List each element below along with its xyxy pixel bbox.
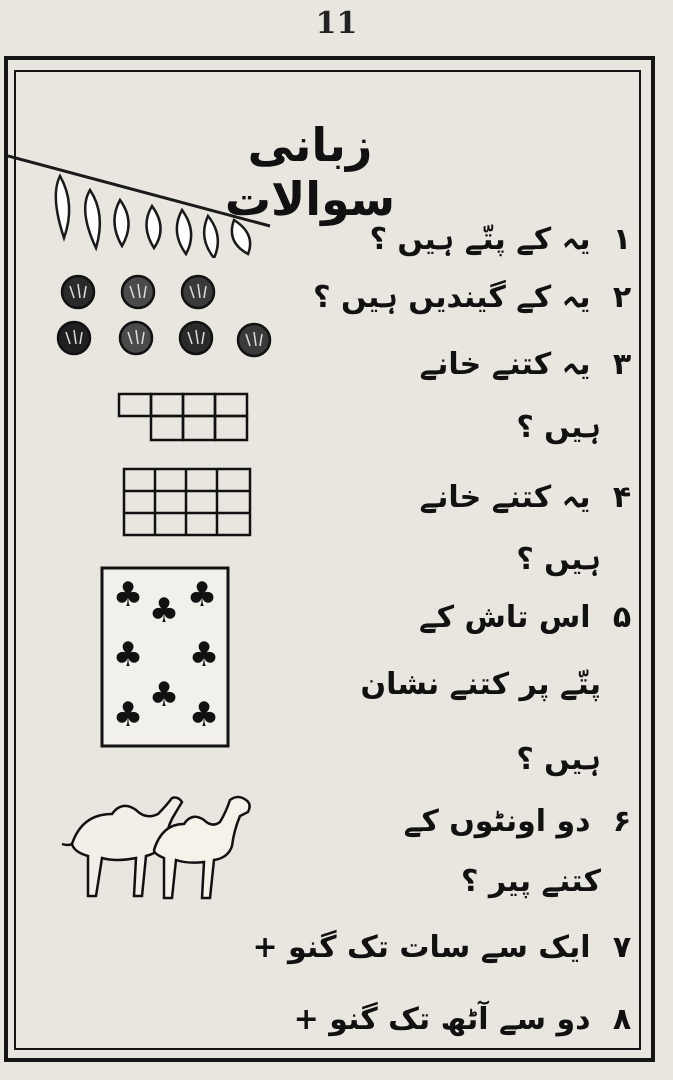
question-4 [420, 478, 643, 518]
question-text: ہیں ؟ [516, 742, 601, 777]
question-3 [420, 345, 643, 385]
question-text: کتنے پیر ؟ [461, 864, 601, 899]
question-text: دو سے آٹھ تک گنو + [293, 1002, 591, 1037]
grid-boxes-icon [116, 390, 250, 446]
club-icon: ♣ [112, 575, 144, 615]
question-5-continued-2 [516, 740, 601, 780]
question-text: ایک سے سات تک گنو + [252, 930, 591, 965]
question-number: ۴ [612, 480, 632, 515]
question-6-continued [461, 862, 601, 902]
ball-icon [122, 276, 154, 308]
camels-illustration [58, 784, 258, 914]
question-8 [294, 1000, 643, 1040]
question-number: ۶ [612, 804, 632, 839]
question-text: یہ کے گیندیں ہیں ؟ [313, 280, 591, 315]
ball-icon [238, 324, 270, 356]
page-number: 11 [315, 6, 358, 41]
ball-icon [62, 276, 94, 308]
question-text: دو اونٹوں کے [403, 804, 591, 839]
question-number: ۱ [612, 222, 632, 257]
playing-card-clubs-icon [100, 566, 230, 748]
question-7 [252, 928, 643, 968]
branch-with-leaves-icon [8, 148, 278, 258]
question-number: ۳ [612, 347, 632, 382]
club-icon: ♣ [112, 695, 144, 735]
question-text: پتّے پر کتنے نشان [360, 667, 601, 702]
grid-boxes-icon [120, 466, 254, 538]
question-text: یہ کے پتّے ہیں ؟ [369, 222, 591, 257]
club-icon: ♣ [188, 635, 220, 675]
question-2 [313, 278, 643, 318]
question-number: ۲ [612, 280, 632, 315]
question-text: ہیں ؟ [516, 410, 601, 445]
question-4-continued [516, 540, 601, 580]
club-icon: ♣ [148, 675, 180, 715]
page-title: زبانی سوالات [224, 118, 396, 226]
question-text: یہ کتنے خانے [419, 347, 591, 382]
ball-icon [182, 276, 214, 308]
question-6 [404, 802, 643, 842]
question-text: یہ کتنے خانے [419, 480, 591, 515]
question-text: ہیں ؟ [516, 542, 601, 577]
ball-icon [180, 322, 212, 354]
question-text: اس تاش کے [419, 600, 591, 635]
club-icon: ♣ [112, 635, 144, 675]
balls-illustration [56, 272, 276, 362]
club-icon: ♣ [148, 591, 180, 631]
question-number: ۵ [612, 600, 632, 635]
question-1 [370, 220, 643, 260]
question-number: ۷ [612, 930, 632, 965]
ball-icon [58, 322, 90, 354]
ball-icon [120, 322, 152, 354]
question-5-continued [360, 665, 601, 705]
question-3-continued [516, 408, 601, 448]
question-5 [419, 598, 643, 638]
club-icon: ♣ [186, 575, 218, 615]
question-number: ۸ [612, 1002, 632, 1037]
club-icon: ♣ [188, 695, 220, 735]
